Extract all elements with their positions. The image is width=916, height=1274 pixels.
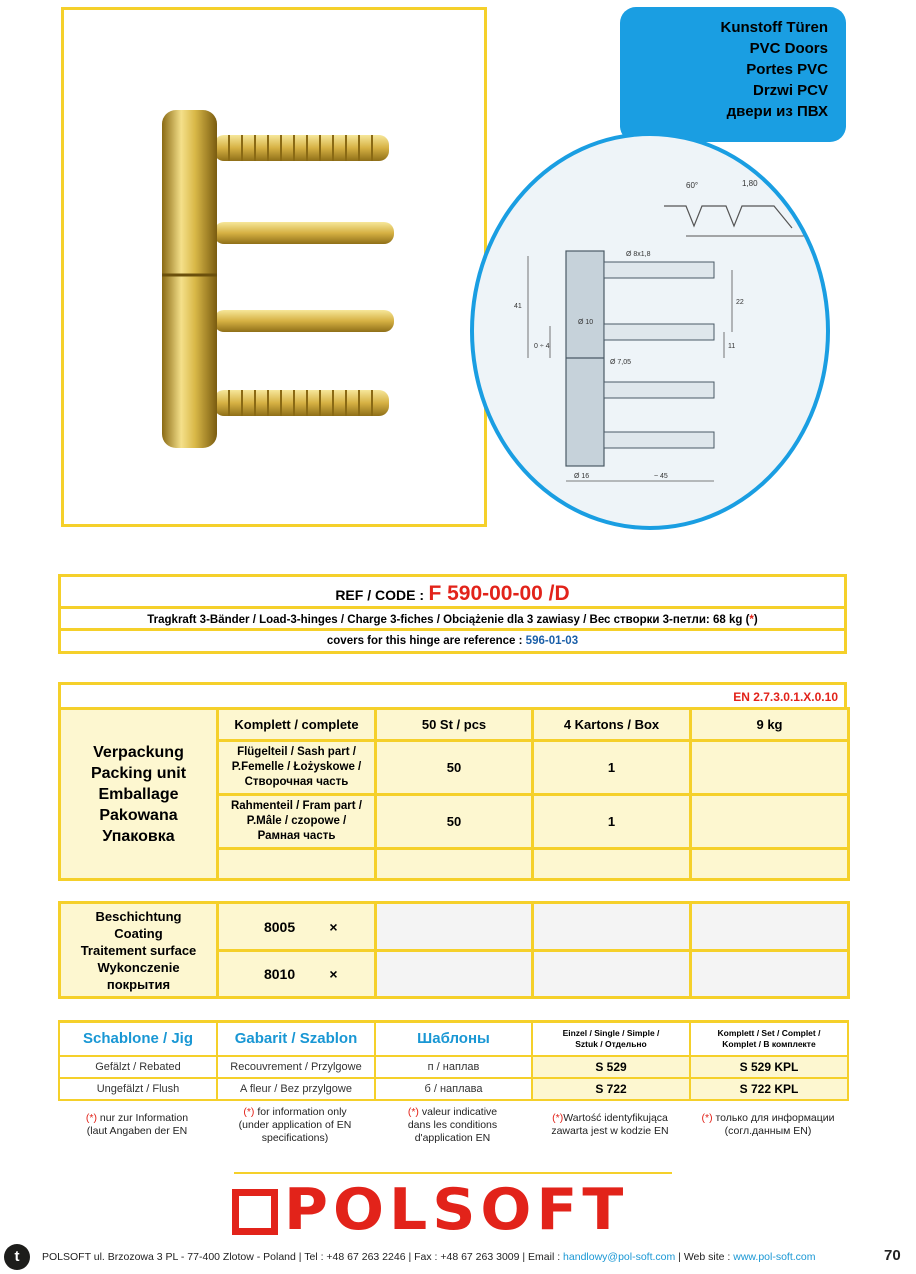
footnote-line: specifications) [261,1132,329,1144]
load-close: ) [753,614,758,626]
coating-option-8010 [218,951,376,998]
coating-option-8005 [218,903,376,951]
jig-single: S 529 [532,1056,690,1078]
norm-code: EN 2.7.3.0.1.X.0.10 [58,682,847,707]
header-boxes: 4 Kartons / Box [533,709,691,741]
jig-complete: S 722 KPL [690,1078,848,1100]
coating-table [58,901,850,999]
load-line [61,609,844,631]
ref-code-line [61,577,844,609]
jig-complete: S 529 KPL [690,1056,848,1078]
ref-code-value: F 590-00-00 /D [428,582,570,605]
footnote-star: (*) [243,1106,255,1118]
footer-web-link[interactable]: www.pol-soft.com [733,1251,816,1263]
empty-cell [533,903,691,951]
empty-cell [376,951,533,998]
footnote [531,1112,689,1145]
packing-label [60,709,218,880]
footnote [374,1106,531,1145]
footnotes [58,1106,847,1145]
footnote-line: nur zur Information [97,1112,189,1124]
category-line: PVC Doors [749,40,828,57]
footnote [58,1112,216,1145]
footnote-line: dans les conditions [407,1119,498,1131]
header-pcs: 50 St / pcs [376,709,533,741]
category-line: Drzwi PCV [752,82,828,99]
packing-label-line: Packing unit [90,764,187,782]
footnote [689,1112,847,1145]
jig-cell: п / наплав [375,1056,532,1078]
brand-divider [234,1172,672,1174]
polsoft-logo [232,1176,677,1244]
coating-label-line: Traitement surface [80,942,197,958]
footer-web-label: | Web site : [675,1251,734,1263]
covers-text: covers for this hinge are reference : [326,635,526,647]
part-line: Flügelteil / Sash part / [237,746,356,758]
jig-cell: Gefälzt / Rebated [59,1056,217,1078]
drawing-label: 11 [728,343,736,350]
header-weight: 9 kg [691,709,849,741]
ref-code-box [58,574,847,654]
sash-qty: 50 [376,741,533,795]
logo-square-icon [232,1189,278,1235]
part-line: P.Mâle / czopowe / [246,815,347,827]
header-complete: Komplett / complete [218,709,376,741]
coating-mark: × [329,918,338,935]
product-photo-frame [61,7,487,527]
drawing-label: Ø 8x1,8 [626,251,651,258]
hinge-photo [64,10,484,524]
footnote [216,1106,374,1145]
empty-cell [533,849,691,880]
jig-cell: A fleur / Bez przylgowe [217,1078,375,1100]
category-line: Portes PVC [746,61,828,78]
drawing-label: 60° [686,181,699,190]
covers-line [61,631,844,650]
jig-header-single [532,1022,690,1056]
jig-header: Schablone / Jig [59,1022,217,1056]
category-line: Kunstoff Türen [720,19,828,36]
empty-cell [533,951,691,998]
drawing-label: Ø 10 [578,319,594,326]
packing-label-line: Упаковка [102,827,175,845]
empty-cell [376,903,533,951]
packing-label-line: Emballage [98,785,179,803]
part-line: Створочная часть [244,776,349,788]
packing-table [58,682,847,881]
packing-label-line: Pakowana [99,806,178,824]
footer-email-link[interactable]: handlowy@pol-soft.com [563,1251,676,1263]
drawing-label: Ø 7,05 [610,359,632,366]
frame-qty: 50 [376,795,533,849]
load-text: Tragkraft 3-Bänder / Load-3-hinges / Charge 3-fiches / Obciążenie dla 3 zawiasy / Вес створки 3-петли: 68 kg ( [147,614,750,626]
jig-table [58,1020,849,1101]
part-line: P.Femelle / Łożyskowe / [231,761,362,773]
drawing-label: ~ 45 [654,473,668,480]
ref-code-prefix: REF / CODE : [335,587,424,603]
footnote-star: (*) [701,1112,713,1124]
drawing-label: Ø 16 [574,473,590,480]
covers-ref: 596-01-03 [525,635,579,647]
empty-cell [691,849,849,880]
coating-label-line: Coating [114,925,163,941]
coating-code: 8005 [263,918,296,935]
page-number: 70 [884,1247,901,1264]
sash-part-label [218,741,376,795]
footnote-star: (*) [407,1106,419,1118]
coating-label-line: покрытия [106,976,171,992]
footnote-line: только для информации [712,1112,835,1124]
drawing-label: 1,80 [742,179,758,188]
footer-address: POLSOFT ul. Brzozowa 3 PL - 77-400 Zlotow - Poland | Tel : +48 67 263 2246 | Fax : +48 67 263 3009 | Email : [42,1251,564,1263]
footnote-line: (согл.данным EN) [724,1125,812,1137]
footnote-star: (*) [85,1112,98,1124]
category-line: двери из ПВХ [726,103,828,120]
jig-header-line: Sztuk / Отдельно [575,1038,647,1049]
empty-cell [218,849,376,880]
jig-cell: б / наплава [375,1078,532,1100]
jig-single: S 722 [532,1078,690,1100]
sash-box: 1 [533,741,691,795]
frame-box: 1 [533,795,691,849]
footnote-line: zawarta jest w kodzie EN [551,1125,669,1137]
frame-weight [691,795,849,849]
jig-header: Gabarit / Szablon [217,1022,375,1056]
drawing-label: 41 [514,303,522,310]
coating-label-line: Beschichtung [95,908,182,924]
drawing-label: 0 ÷ 4 [534,343,550,350]
frame-part-label [218,795,376,849]
footnote-line: (under application of EN [238,1119,352,1131]
jig-header-line: Komplet / В комплекте [722,1038,816,1049]
packing-label-line: Verpackung [93,743,184,761]
jig-header: Шаблоны [375,1022,532,1056]
coating-code: 8010 [263,966,296,982]
technical-drawing [470,132,830,530]
footnote-line: (laut Angaben der EN [86,1125,188,1137]
jig-cell: Ungefälzt / Flush [59,1078,217,1100]
empty-cell [376,849,533,880]
drawing-label: 22 [736,299,744,306]
load-star: * [749,614,754,626]
sash-weight [691,741,849,795]
part-line: Rahmenteil / Fram part / [230,800,362,812]
jig-header-line: Komplett / Set / Complet / [717,1027,821,1038]
footnote-line: valeur indicative [418,1106,498,1118]
footnote-star: (*) [552,1112,564,1124]
footer-contact [42,1251,872,1263]
brand-name: POLSOFT [284,1176,629,1244]
footer-logo-icon: t [4,1244,30,1270]
footnote-line: for information only [254,1106,347,1118]
coating-label-line: Wykonczenie [97,959,180,975]
footnote-line: d'application EN [414,1132,491,1144]
jig-cell: Recouvrement / Przylgowe [217,1056,375,1078]
jig-header-line: Einzel / Single / Simple / [562,1027,660,1038]
category-tab [620,7,846,142]
empty-cell [691,903,849,951]
coating-mark: × [329,966,338,982]
coating-label [60,903,218,998]
jig-header-complete [690,1022,848,1056]
part-line: Рамная часть [257,830,336,842]
footnote-line: Wartość identyfikująca [563,1112,668,1124]
empty-cell [691,951,849,998]
